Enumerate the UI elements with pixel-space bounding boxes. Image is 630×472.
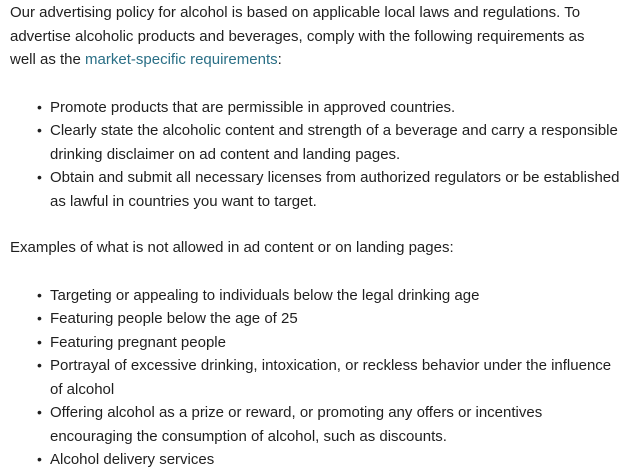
bullet-icon: •: [37, 286, 42, 303]
list-item: [10, 331, 622, 355]
list-item: [10, 96, 622, 120]
list-item-text: Obtain and submit all necessary licenses from authorized regulators or be established as lawful in countries you want to target.: [50, 169, 620, 210]
list-item-text: Targeting or appealing to individuals below the legal drinking age: [50, 286, 480, 304]
list-item-text: Offering alcohol as a prize or reward, or promoting any offers or incentives encouraging the consumption of alcohol, such as discounts.: [50, 404, 543, 445]
list-item: [10, 307, 622, 331]
bullet-icon: •: [37, 310, 42, 326]
not-allowed-list: [10, 284, 620, 472]
bullet-icon: •: [37, 357, 42, 373]
bullet-icon: •: [37, 333, 42, 350]
bullet-icon: •: [37, 122, 42, 138]
list-item: [10, 284, 622, 308]
examples-heading: Examples of what is not allowed in ad content or on landing pages:: [10, 239, 454, 256]
list-item-text: Alcohol delivery services: [50, 451, 215, 468]
bullet-icon: •: [37, 451, 42, 467]
list-item-text: Promote products that are permissible in approved countries.: [50, 98, 456, 116]
list-item-text: Featuring people below the age of 25: [50, 310, 298, 327]
list-item: [10, 448, 622, 472]
list-item-text: Clearly state the alcoholic content and strength of a beverage and carry a responsible drinking disclaimer on ad content and landing pages.: [50, 122, 618, 163]
bullet-icon: •: [37, 169, 42, 185]
list-item-text: Portrayal of excessive drinking, intoxication, or reckless behavior under the influence of alcohol: [50, 357, 612, 398]
bullet-icon: •: [37, 404, 42, 420]
intro-paragraph: [10, 0, 610, 72]
market-specific-requirements-link[interactable]: market-specific requirements: [85, 51, 278, 68]
list-item-text: Featuring pregnant people: [50, 333, 226, 351]
intro-colon: :: [277, 51, 282, 68]
list-item: [10, 401, 622, 448]
list-item: [10, 354, 622, 401]
requirements-list: [10, 96, 620, 214]
list-item: [10, 119, 622, 166]
bullet-icon: •: [37, 98, 42, 115]
intro-text: Our advertising policy for alcohol is based on applicable local laws and regulations. To advertise alcoholic products and beverages, comply with the following requirements as well as the: [10, 4, 585, 68]
list-item: [10, 166, 622, 213]
